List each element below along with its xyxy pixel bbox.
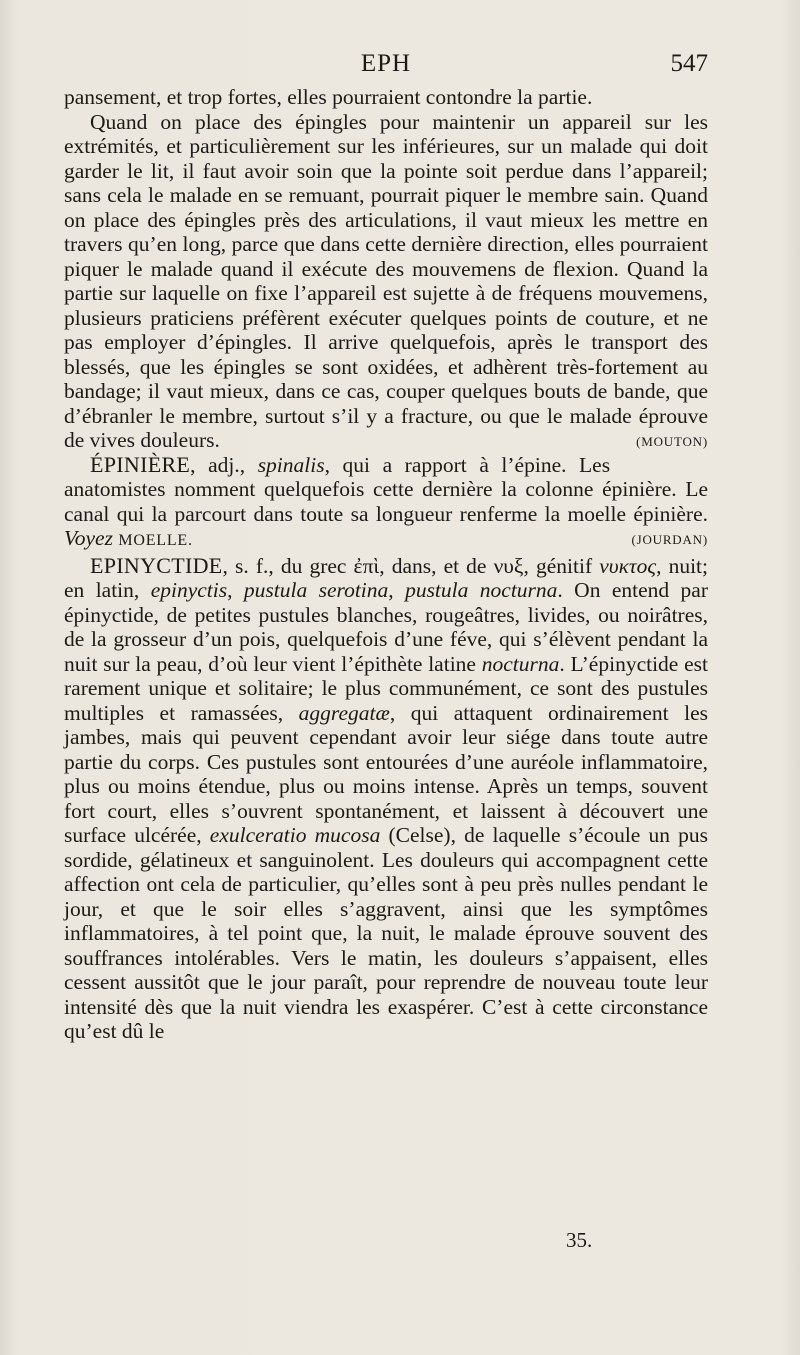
latin-term: aggregatæ: [298, 700, 390, 725]
paragraph-epingles: [64, 110, 708, 453]
entry-epiniere: [64, 453, 708, 554]
definition-text: . On entend par épinyctide, de petites pustules blanches, rougeâtres, livides, ou noirâtres, de la grosseur d’un pois, quelquefois d’une féve, qui s’élèvent pendant la nuit sur la peau, d’où leur vient l’épithète latine: [64, 578, 709, 676]
author-signature: (JOURDAN): [631, 532, 708, 547]
latin-term: spinalis: [257, 452, 325, 477]
definition-text: , qui a rapport à l’épine. Les anatomistes nomment quelquefois cette dernière la colonne épinière. Le canal qui la parcourt dans toute sa longueur renferme la moelle épinière.: [64, 452, 708, 526]
latin-term: pustula nocturna: [405, 578, 558, 602]
definition-text: , dans, et de: [379, 553, 494, 578]
page-body: [64, 85, 708, 1044]
definition-text: , nuit; en latin,: [64, 553, 708, 602]
running-header: [64, 50, 708, 82]
latin-term: pustula serotina: [243, 578, 389, 602]
headword: EPINYCTIDE: [90, 552, 223, 578]
greek-word: νυξ: [493, 553, 524, 578]
definition-text: . L’épinyctide est rarement unique et solitaire; le plus communément, ce sont des pustules multiples et ramassées,: [64, 651, 708, 725]
greek-word: ἐπὶ: [353, 553, 380, 578]
definition-text: , qui attaquent ordinairement les jambes, mais qui peuvent cependant avoir leur siége dans toute autre partie du corps. Ces pustules sont entourées d’une auréole inflammatoire, plus ou moins étendue, plus ou moins intense. Après un temps, souvent fort court, elles s’ouvrent spontanément, et laissent à découvert une surface ulcérée,: [64, 700, 708, 847]
latin-term: nocturna: [481, 651, 560, 676]
grammar-note: , adj.,: [190, 452, 258, 477]
author-signature: (MOUTON): [636, 434, 708, 449]
latin-term: epinyctis: [150, 578, 228, 602]
continuation-paragraph: [64, 85, 708, 110]
definition-text: ,: [388, 578, 406, 602]
epingles-text: Quand on place des épingles pour maintenir un appareil sur les extrémités, et particulièrement sur les inférieures, sur un malade qui doit garder le lit, il faut avoir soin que la pointe soit perdue dans l’appareil; sans cela le malade en se remuant, pourrait piquer le membre sain. Quand on place des épingles près des articulations, il vaut mieux les mettre en travers qu’en long, parce que dans cette dernière direction, elles pourraient piquer le malade quand il exécute des mouvemens de flexion. Quand la partie sur laquelle on fixe l’appareil est sujette à de fréquens mouvemens, plusieurs praticiens préfèrent exécuter quelques points de couture, et ne pas employer d’épingles. Il arrive quelquefois, après le transport des blessés, que les épingles se sont oxidées, et adhèrent très-fortement au bandage; il vaut mieux, dans ce cas, couper quelques bouts de bande, que d’ébranler le membre, surtout s’il y a fracture, ou que le malade éprouve de vives douleurs.: [64, 109, 708, 452]
headword: ÉPINIÈRE: [90, 451, 191, 477]
greek-word: νυκτος: [599, 553, 657, 578]
definition-text: (Celse), de laquelle s’écoule un pus sordide, gélatineux et sanguinolent. Les douleurs qui accompagnent cette affection ont cela de particulier, qu’elles sont à peu près nulles pendant le jour, et que le soir elles s’aggravent, ainsi que les symptômes inflammatoires, à tel point que, la nuit, le malade éprouve souvent des souffrances intolérables. Vers le matin, les douleurs s’appaisent, elles cessent aussitôt que le jour paraît, pour reprendre de nouveau toute leur intensité dès que la nuit viendra les exaspérer. C’est à cette circonstance qu’est dû le: [64, 823, 709, 1043]
continuation-text: pansement, et trop fortes, elles pourraient contondre la partie.: [64, 85, 593, 109]
cross-reference: MOELLE.: [118, 532, 193, 549]
page-number: 547: [670, 50, 708, 77]
see-reference: Voyez: [64, 526, 113, 550]
signature-mark: 35.: [566, 1228, 593, 1252]
latin-term: exulceratio mucosa: [209, 823, 381, 847]
header-title: EPH: [360, 50, 412, 77]
entry-epinyctide: [64, 554, 708, 1044]
definition-text: ,: [227, 578, 244, 602]
grammar-note: , s. f., du grec: [222, 553, 354, 578]
definition-text: , génitif: [523, 553, 600, 578]
